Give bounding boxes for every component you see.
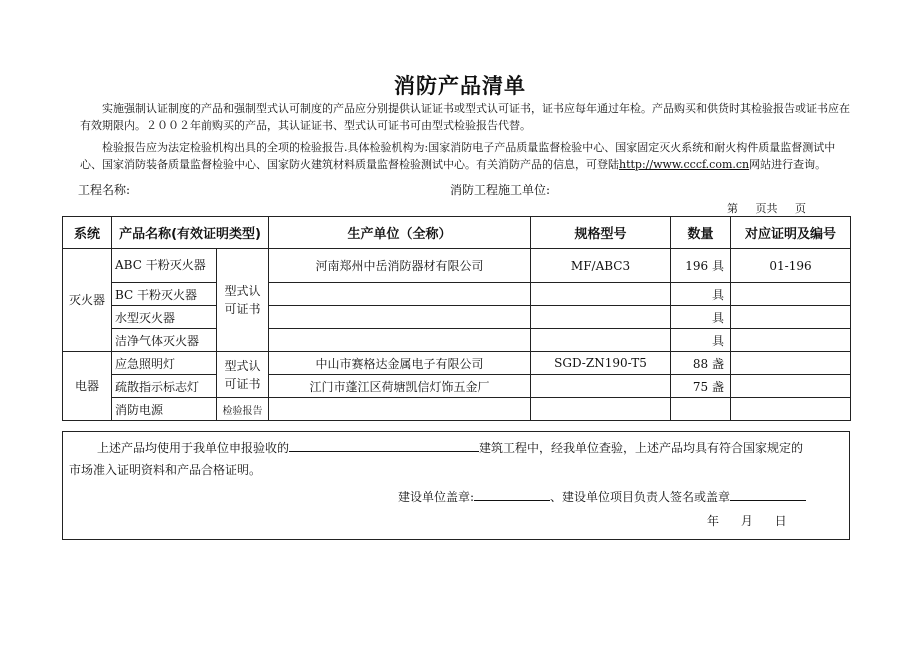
declaration-text-b: 建筑工程中，经我单位查验，上述产品均具有符合国家规定的 xyxy=(479,441,804,455)
cert-number-cell xyxy=(731,398,851,421)
system-cell: 灭火器 xyxy=(63,249,112,352)
page-counter: 第 页共 页 xyxy=(727,202,806,215)
table-row xyxy=(63,249,851,283)
cert-number-cell xyxy=(731,283,851,306)
quantity-cell: 75 盏 xyxy=(671,375,731,398)
manufacturer-cell xyxy=(269,398,531,421)
date-line: 年 月 日 xyxy=(707,514,787,528)
header-model: 规格型号 xyxy=(531,217,671,249)
cert-number-cell xyxy=(731,329,851,352)
cert-number-cell: 01-196 xyxy=(731,249,851,283)
model-cell xyxy=(531,283,671,306)
inspection-paragraph xyxy=(80,139,850,173)
manufacturer-cell: 江门市蓬江区荷塘凯信灯饰五金厂 xyxy=(269,375,531,398)
manufacturer-cell xyxy=(269,306,531,329)
manufacturer-cell xyxy=(269,329,531,352)
inspection-text-end: 网站进行查询。 xyxy=(749,158,827,171)
table-row xyxy=(63,352,851,375)
table-row xyxy=(63,375,851,398)
model-cell xyxy=(531,375,671,398)
system-cell: 电器 xyxy=(63,352,112,421)
declaration-text-a: 上述产品均使用于我单位申报验收的 xyxy=(97,441,290,455)
intro-paragraph: 实施强制认证制度的产品和强制型式认可制度的产品应分别提供认证证书或型式认可证书，证书应每年通过年检。产品购买和供货时其检验报告或证书应在有效期限内。２００２年前购买的产品，其认证证书、型式认可证书可由型式检验报告代替。 xyxy=(80,102,850,132)
cert-number-cell xyxy=(731,306,851,329)
manufacturer-cell xyxy=(269,283,531,306)
table-header-row xyxy=(63,217,851,249)
model-cell xyxy=(531,329,671,352)
model-cell: SGD-ZN190-T5 xyxy=(531,352,671,375)
header-cert-number: 对应证明及编号 xyxy=(731,217,851,249)
declaration-line-2: 市场准入证明资料和产品合格证明。 xyxy=(69,463,262,477)
unit-seal-blank[interactable] xyxy=(474,488,550,501)
construction-unit-label: 消防工程施工单位: xyxy=(450,183,551,197)
inspection-text: 检验报告应为法定检验机构出具的全项的检验报告.具体检验机构为:国家消防电子产品质量监督检验中心、国家固定灭火系统和耐火构件质量监督测试中心、国家消防装备质量监督检验中心、国家防火建筑材料质量监督检验测试中心。有关消防产品的信息，可登陆 xyxy=(80,141,836,171)
header-system: 系统 xyxy=(63,217,112,249)
quantity-cell: 具 xyxy=(671,306,731,329)
product-name-cell: 洁净气体灭火器 xyxy=(112,329,217,352)
quantity-cell: 88 盏 xyxy=(671,352,731,375)
product-name-cell: 消防电源 xyxy=(112,398,217,421)
cert-number-cell xyxy=(731,352,851,375)
manager-sign-label: 、建设单位项目负责人签名或盖章 xyxy=(550,490,731,504)
document-title: 消防产品清单 xyxy=(394,74,526,98)
declaration-box xyxy=(62,431,850,540)
project-name-label: 工程名称: xyxy=(78,183,131,197)
quantity-cell: 具 xyxy=(671,283,731,306)
model-cell xyxy=(531,306,671,329)
quantity-cell: 具 xyxy=(671,329,731,352)
manager-sign-blank[interactable] xyxy=(730,488,806,501)
declaration-line-1 xyxy=(97,437,849,459)
signature-line xyxy=(398,488,806,505)
cert-number-cell xyxy=(731,375,851,398)
product-name-cell: BC 干粉灭火器 xyxy=(112,283,217,306)
manufacturer-cell: 河南郑州中岳消防器材有限公司 xyxy=(269,249,531,283)
table-row xyxy=(63,398,851,421)
cert-type-cell: 型式认可证书 xyxy=(217,352,269,398)
product-name-cell: 应急照明灯 xyxy=(112,352,217,375)
quantity-cell: 196 具 xyxy=(671,249,731,283)
product-name-cell: ABC 干粉灭火器 xyxy=(112,249,217,283)
project-blank[interactable] xyxy=(289,439,479,452)
product-name-cell: 疏散指示标志灯 xyxy=(112,375,217,398)
cert-type-cell: 型式认可证书 xyxy=(217,249,269,352)
model-cell xyxy=(531,398,671,421)
header-manufacturer: 生产单位（全称） xyxy=(269,217,531,249)
table-row xyxy=(63,329,851,352)
product-name-cell: 水型灭火器 xyxy=(112,306,217,329)
quantity-cell xyxy=(671,398,731,421)
table-row xyxy=(63,283,851,306)
model-cell: MF/ABC3 xyxy=(531,249,671,283)
manufacturer-cell: 中山市赛格达金属电子有限公司 xyxy=(269,352,531,375)
header-product-name: 产品名称(有效证明类型) xyxy=(112,217,269,249)
cccf-link[interactable]: http://www.cccf.com.cn xyxy=(619,158,750,171)
header-quantity: 数量 xyxy=(671,217,731,249)
table-row xyxy=(63,306,851,329)
cert-type-cell: 检验报告 xyxy=(217,398,269,421)
product-table xyxy=(62,216,851,421)
unit-seal-label: 建设单位盖章: xyxy=(398,490,475,504)
